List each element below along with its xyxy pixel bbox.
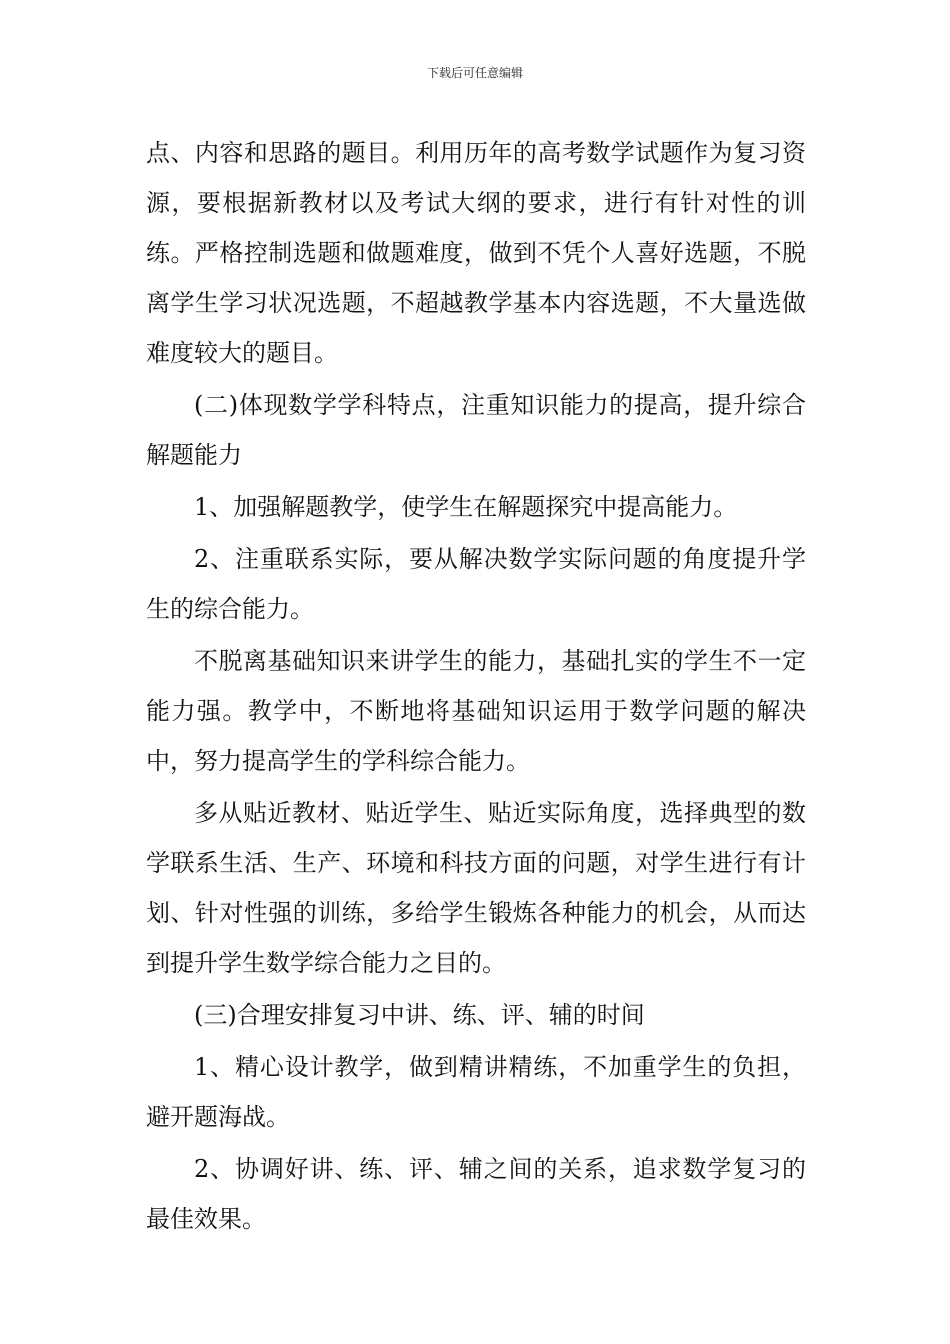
list-item-2: 2、注重联系实际，要从解决数学实际问题的角度提升学生的综合能力。 xyxy=(146,545,806,623)
paragraph-practice: 多从贴近教材、贴近学生、贴近实际角度，选择典型的数学联系生活、生产、环境和科技方面的问题，对学生进行有计划、针对性强的训练，多给学生锻炼各种能力的机会，从而达到提升学生数学综合能力之目的。 xyxy=(146,799,806,977)
paragraph-basics: 不脱离基础知识来讲学生的能力，基础扎实的学生不一定能力强。教学中，不断地将基础知识运用于数学问题的解决中，努力提高学生的学科综合能力。 xyxy=(146,647,806,775)
list-item-2b: 2、协调好讲、练、评、辅之间的关系，追求数学复习的最佳效果。 xyxy=(146,1155,806,1233)
document-body xyxy=(146,128,806,1246)
list-item-1: 1、加强解题教学，使学生在解题探究中提高能力。 xyxy=(194,493,738,521)
section-heading-3: (三)合理安排复习中讲、练、评、辅的时间 xyxy=(194,1001,645,1029)
paragraph-continuation: 点、内容和思路的题目。利用历年的高考数学试题作为复习资源，要根据新教材以及考试大纲的要求，进行有针对性的训练。严格控制选题和做题难度，做到不凭个人喜好选题，不脱离学生学习状况选题，不超越教学基本内容选题，不大量选做难度较大的题目。 xyxy=(146,139,806,367)
list-item-1b: 1、精心设计教学，做到精讲精练，不加重学生的负担，避开题海战。 xyxy=(146,1053,806,1131)
section-heading-2: (二)体现数学学科特点，注重知识能力的提高，提升综合解题能力 xyxy=(146,391,806,469)
page-header: 下载后可任意编辑 xyxy=(426,66,523,80)
